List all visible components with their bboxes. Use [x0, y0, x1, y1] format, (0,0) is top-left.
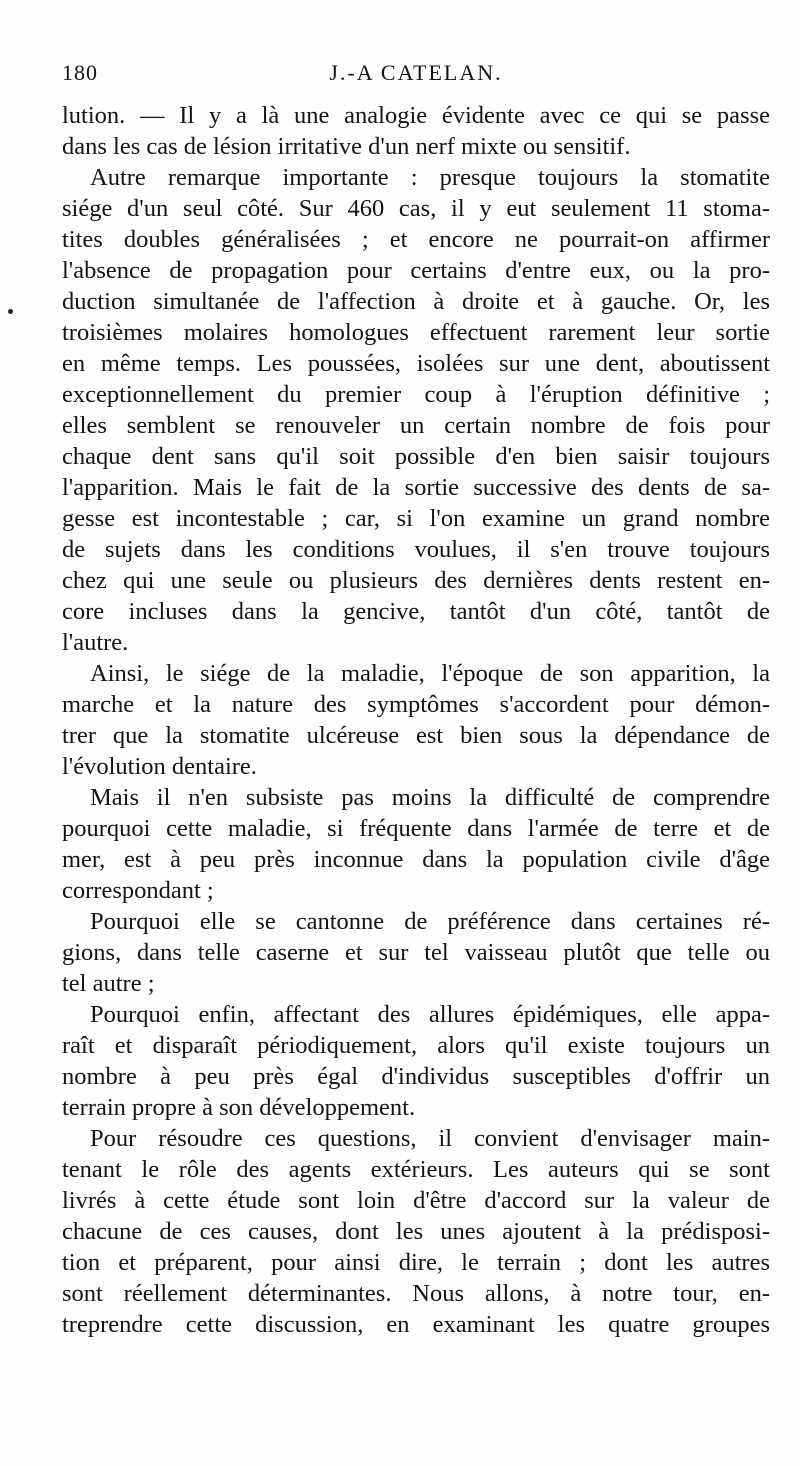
running-head — [62, 60, 770, 90]
text-line: trer que la stomatite ulcéreuse est bien sous la dépendance de — [62, 722, 770, 749]
text-line: lution. — Il y a là une analogie évidente avec ce qui se passe — [62, 102, 770, 129]
text-line: l'apparition. Mais le fait de la sortie successive des dents de sa- — [62, 474, 770, 501]
text-line: Mais il n'en subsiste pas moins la difficulté de comprendre — [90, 784, 770, 811]
text-line: l'autre. — [62, 629, 129, 656]
text-line: gions, dans telle caserne et sur tel vaisseau plutôt que telle ou — [62, 939, 770, 966]
text-line: sont réellement déterminantes. Nous allons, à notre tour, en- — [62, 1280, 770, 1307]
text-line: siége d'un seul côté. Sur 460 cas, il y eut seulement 11 stoma- — [62, 195, 770, 222]
running-title: J.-A CATELAN. — [329, 60, 503, 85]
text-line: tenant le rôle des agents extérieurs. Les auteurs qui se sont — [62, 1156, 770, 1183]
text-line: l'évolution dentaire. — [62, 753, 257, 780]
text-line: duction simultanée de l'affection à droite et à gauche. Or, les — [62, 288, 770, 315]
text-line: tion et préparent, pour ainsi dire, le terrain ; dont les autres — [62, 1249, 770, 1276]
text-line: livrés à cette étude sont loin d'être d'accord sur la valeur de — [62, 1187, 770, 1214]
text-line: Pour résoudre ces questions, il convient d'envisager main- — [90, 1125, 770, 1152]
text-line: gesse est incontestable ; car, si l'on examine un grand nombre — [62, 505, 770, 532]
text-line: Pourquoi enfin, affectant des allures épidémiques, elle appa- — [90, 1001, 770, 1028]
text-line: Pourquoi elle se cantonne de préférence dans certaines ré- — [90, 908, 770, 935]
text-line: tel autre ; — [62, 970, 155, 997]
text-line: core incluses dans la gencive, tantôt d'un côté, tantôt de — [62, 598, 770, 625]
text-line: terrain propre à son développement. — [62, 1094, 416, 1121]
text-line: correspondant ; — [62, 877, 214, 904]
text-line: tites doubles généralisées ; et encore ne pourrait-on affirmer — [62, 226, 770, 253]
text-line: exceptionnellement du premier coup à l'éruption définitive ; — [62, 381, 770, 408]
margin-mark — [8, 309, 13, 314]
text-line: Autre remarque importante : presque toujours la stomatite — [90, 164, 770, 191]
text-line: pourquoi cette maladie, si fréquente dans l'armée de terre et de — [62, 815, 770, 842]
text-line: de sujets dans les conditions voulues, il s'en trouve toujours — [62, 536, 770, 563]
text-line: l'absence de propagation pour certains d'entre eux, ou la pro- — [62, 257, 770, 284]
text-line: chacune de ces causes, dont les unes ajoutent à la prédisposi- — [62, 1218, 770, 1245]
text-line: chaque dent sans qu'il soit possible d'en bien saisir toujours — [62, 443, 770, 470]
text-line: marche et la nature des symptômes s'accordent pour démon- — [62, 691, 770, 718]
text-line: mer, est à peu près inconnue dans la population civile d'âge — [62, 846, 770, 873]
text-line: elles semblent se renouveler un certain nombre de fois pour — [62, 412, 770, 439]
text-line: en même temps. Les poussées, isolées sur une dent, aboutissent — [62, 350, 770, 377]
text-line: treprendre cette discussion, en examinant les quatre groupes — [62, 1311, 770, 1338]
text-line: Ainsi, le siége de la maladie, l'époque de son apparition, la — [90, 660, 770, 687]
text-line: chez qui une seule ou plusieurs des dernières dents restent en- — [62, 567, 770, 594]
text-line: nombre à peu près égal d'individus susceptibles d'offrir un — [62, 1063, 770, 1090]
text-line: raît et disparaît périodiquement, alors qu'il existe toujours un — [62, 1032, 770, 1059]
text-line: dans les cas de lésion irritative d'un nerf mixte ou sensitif. — [62, 133, 631, 160]
page-number: 180 — [62, 60, 98, 85]
text-line: troisièmes molaires homologues effectuent rarement leur sortie — [62, 319, 770, 346]
body-text — [62, 100, 770, 1340]
